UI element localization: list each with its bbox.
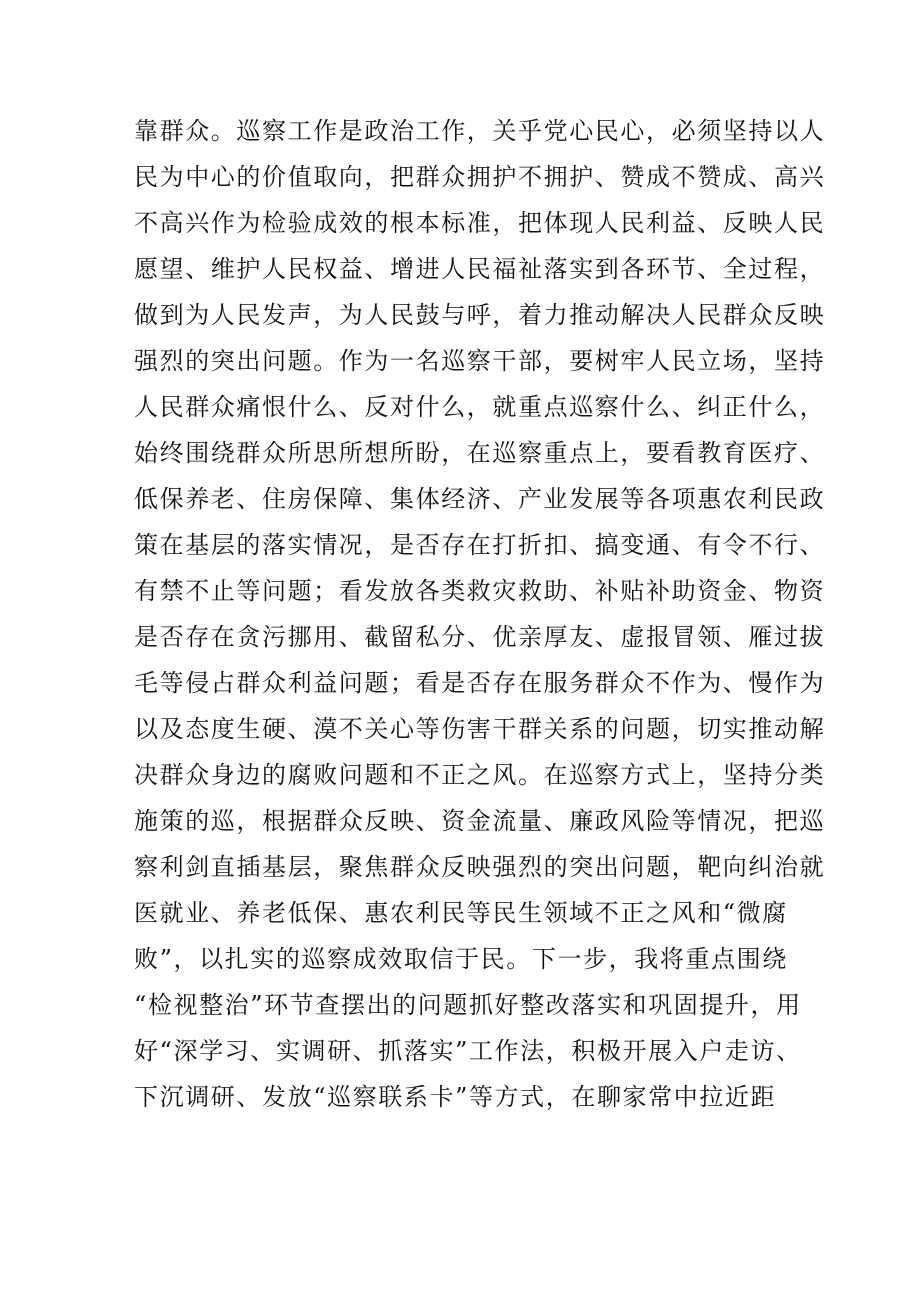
text-line: 以及态度生硬、漠不关心等伤害干群关系的问题，切实推动解 bbox=[134, 715, 826, 743]
text-line: “检视整治”环节查摆出的问题抓好整改落实和巩固提升，用 bbox=[134, 991, 802, 1019]
text-line: 强烈的突出问题。作为一名巡察干部，要树牢人民立场，坚持 bbox=[134, 347, 826, 375]
text-line: 低保养老、住房保障、集体经济、产业发展等各项惠农利民政 bbox=[134, 485, 826, 513]
text-line: 察利剑直插基层，聚焦群众反映强烈的突出问题，靶向纠治就 bbox=[134, 853, 826, 881]
text-line: 有禁不止等问题；看发放各类救灾救助、补贴补助资金、物资 bbox=[134, 577, 826, 605]
text-line: 下沉调研、发放“巡察联系卡”等方式，在聊家常中拉近距 bbox=[134, 1083, 777, 1111]
text-line: 愿望、维护人民权益、增进人民福祉落实到各环节、全过程， bbox=[134, 255, 826, 283]
text-line: 始终围绕群众所思所想所盼，在巡察重点上，要看教育医疗、 bbox=[134, 439, 826, 467]
text-line: 决群众身边的腐败问题和不正之风。在巡察方式上，坚持分类 bbox=[134, 761, 826, 789]
text-line: 医就业、养老低保、惠农利民等民生领域不正之风和“微腐 bbox=[134, 899, 788, 927]
text-line: 是否存在贪污挪用、截留私分、优亲厚友、虚报冒领、雁过拔 bbox=[134, 623, 826, 651]
text-line: 败”，以扎实的巡察成效取信于民。下一步，我将重点围绕 bbox=[134, 945, 788, 973]
text-line: 做到为人民发声，为人民鼓与呼，着力推动解决人民群众反映 bbox=[134, 301, 826, 329]
text-line: 不高兴作为检验成效的根本标准，把体现人民利益、反映人民 bbox=[134, 209, 826, 237]
text-line: 施策的巡，根据群众反映、资金流量、廉政风险等情况，把巡 bbox=[134, 807, 826, 835]
text-line: 靠群众。巡察工作是政治工作，关乎党心民心，必须坚持以人 bbox=[134, 117, 826, 145]
text-line: 民为中心的价值取向，把群众拥护不拥护、赞成不赞成、高兴 bbox=[134, 163, 826, 191]
text-line: 策在基层的落实情况，是否存在打折扣、搞变通、有令不行、 bbox=[134, 531, 826, 559]
text-line: 人民群众痛恨什么、反对什么，就重点巡察什么、纠正什么， bbox=[134, 393, 826, 421]
text-line: 毛等侵占群众利益问题；看是否存在服务群众不作为、慢作为 bbox=[134, 669, 826, 697]
text-line: 好“深学习、实调研、抓落实”工作法，积极开展入户走访、 bbox=[134, 1037, 802, 1065]
